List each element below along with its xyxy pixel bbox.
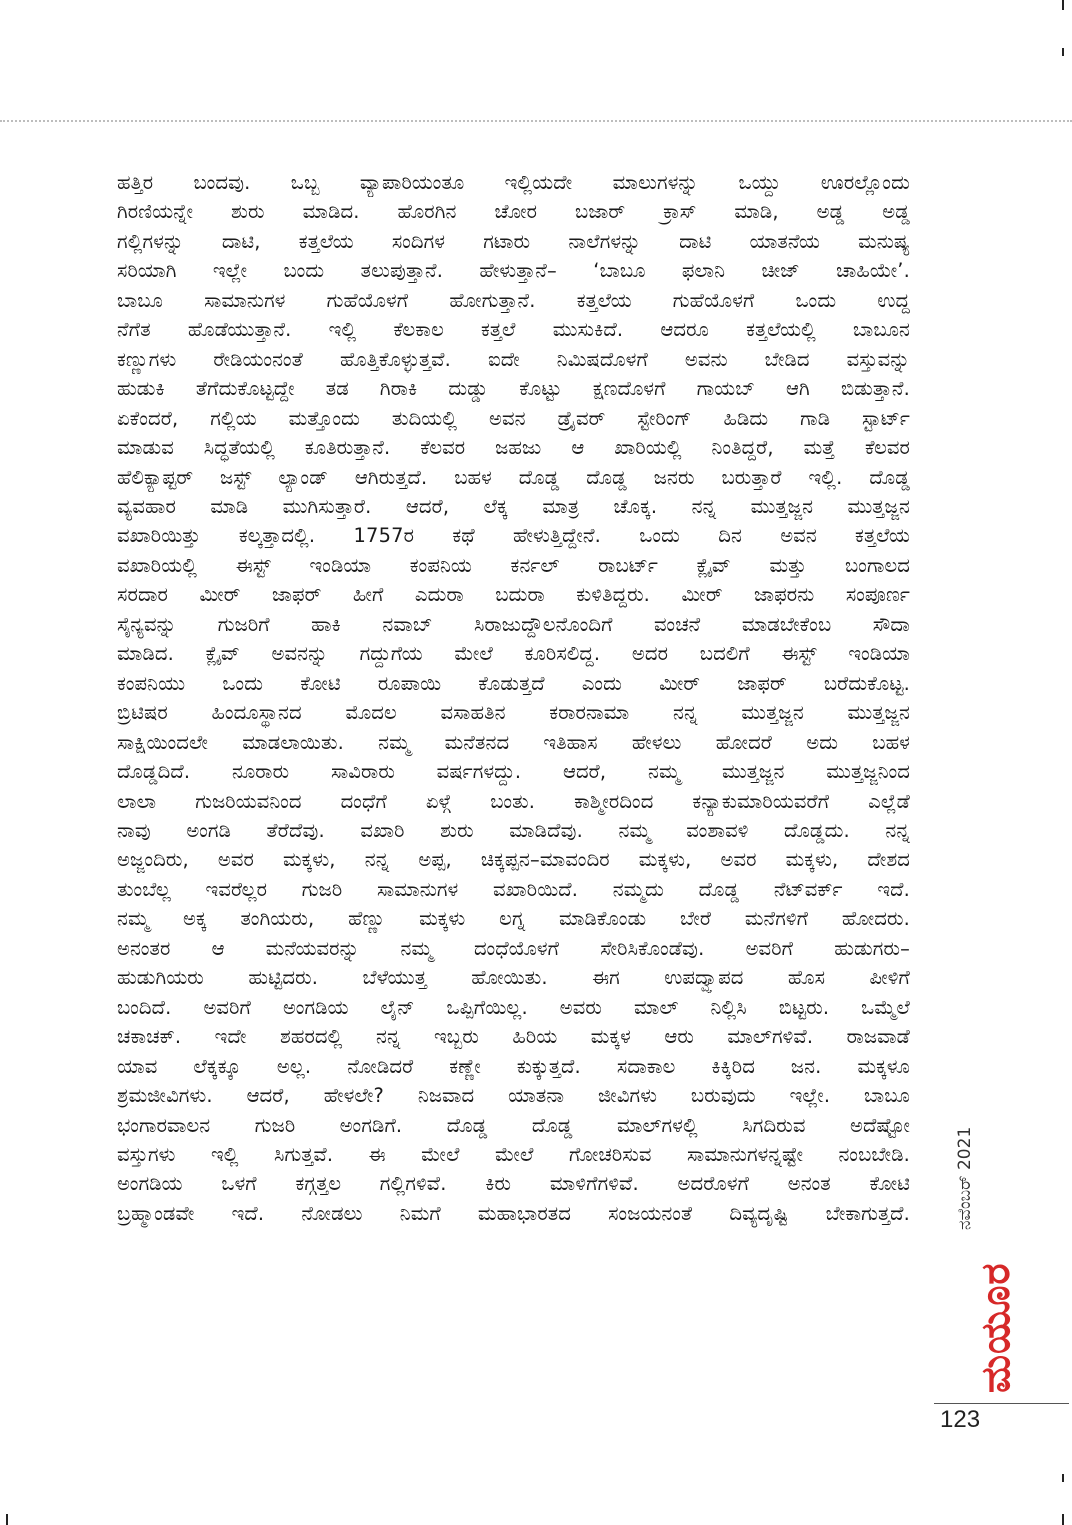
article-line: ಚಕಾಚಕ್. ಇದೇ ಶಹರದಲ್ಲಿ ನನ್ನ ಇಬ್ಬರು ಹಿರಿಯ ಮಕ್ಕಳ ಆರು ಮಾಲ್‌ಗಳಿವೆ. ರಾಜವಾಡೆ [117,1025,910,1049]
article-line: ಅಂಗಡಿಯ ಒಳಗೆ ಕಗ್ಗತ್ತಲ ಗಲ್ಲಿಗಳಿವೆ. ಕಿರು ಮಾಳಿಗೆಗಳಿವೆ. ಅದರೊಳಗೆ ಅನಂತ ಕೋಟಿ [117,1172,910,1196]
article-line: ತುಂಬೆಲ್ಲ ಇವರೆಲ್ಲರ ಗುಜರಿ ಸಾಮಾನುಗಳ ವಖಾರಿಯಿದೆ. ನಮ್ಮದು ದೊಡ್ಡ ನೆಟ್‌ವರ್ಕ್ ಇದೆ. [117,877,910,901]
crop-mark-bottom-right-tick [1062,1474,1064,1482]
article-line: ಬ್ರಹ್ಮಾಂಡವೇ ಇದೆ. ನೋಡಲು ನಿಮಗೆ ಮಹಾಭಾರತದ ಸಂಜಯನಂತೆ ದಿವ್ಯದೃಷ್ಟಿ ಬೇಕಾಗುತ್ತದೆ. [117,1201,910,1225]
crop-mark-top-right [1062,0,1064,10]
article-line: ಸರಿಯಾಗಿ ಇಲ್ಲೇ ಬಂದು ತಲುಪುತ್ತಾನೆ. ಹೇಳುತ್ತಾನೆ– ‘ಬಾಬೂ ಫಲಾನಿ ಚೀಜ್ ಚಾಹಿಯೇ’. [117,259,910,283]
crop-mark-bottom-right [1062,1514,1064,1525]
article-line: ಸೈನ್ಯವನ್ನು ಗುಜರಿಗೆ ಹಾಕಿ ನವಾಬ್ ಸಿರಾಜುದ್ದೌಲನೊಂದಿಗೆ ವಂಚನೆ ಮಾಡಬೇಕೆಂಬ ಸೌದಾ [117,612,910,636]
article-line: ಅಜ್ಜಂದಿರು, ಅವರ ಮಕ್ಕಳು, ನನ್ನ ಅಪ್ಪ, ಚಿಕ್ಕಪ್ಪನ–ಮಾವಂದಿರ ಮಕ್ಕಳು, ಅವರ ಮಕ್ಕಳು, ದೇಶದ [117,848,910,872]
article-line: ಕಂಪನಿಯು ಒಂದು ಕೋಟಿ ರೂಪಾಯಿ ಕೊಡುತ್ತದೆ ಎಂದು ಮೀರ್ ಜಾಫರ್ ಬರೆದುಕೊಟ್ಟ. [117,671,910,695]
article-line: ಕಣ್ಣುಗಳು ರೇಡಿಯಂನಂತೆ ಹೊತ್ತಿಕೊಳ್ಳುತ್ತವೆ. ಐದೇ ನಿಮಿಷದೊಳಗೆ ಅವನು ಬೇಡಿದ ವಸ್ತುವನ್ನು [117,347,910,371]
crop-mark-top-right-tick [1062,48,1064,56]
footer-rule [934,1403,1069,1404]
article-line: ಅನಂತರ ಆ ಮನೆಯವರನ್ನು ನಮ್ಮ ದಂಧೆಯೊಳಗೆ ಸೇರಿಸಿಕೊಂಡೆವು. ಅವರಿಗೆ ಹುಡುಗರು– [117,936,910,960]
crop-mark-bottom-left [6,1514,8,1525]
article-line: ಯಾವ ಲೆಕ್ಕಕ್ಕೂ ಅಲ್ಲ. ನೋಡಿದರೆ ಕಣ್ಣೇ ಕುಕ್ಕುತ್ತದೆ. ಸದಾಕಾಲ ಕಿಕ್ಕಿರಿದ ಜನ. ಮಕ್ಕಳೂ [117,1054,910,1078]
article-line: ಹೆಲಿಕ್ಯಾಪ್ಟರ್ ಜಸ್ಟ್ ಲ್ಯಾಂಡ್ ಆಗಿರುತ್ತದೆ. ಬಹಳ ದೊಡ್ಡ ದೊಡ್ಡ ಜನರು ಬರುತ್ತಾರೆ ಇಲ್ಲಿ. ದೊಡ್ಡ [117,465,910,489]
article-line: ನೆಗೆತ ಹೊಡೆಯುತ್ತಾನೆ. ಇಲ್ಲಿ ಕೆಲಕಾಲ ಕತ್ತಲೆ ಮುಸುಕಿದೆ. ಆದರೂ ಕತ್ತಲೆಯಲ್ಲಿ ಬಾಬೂನ [117,318,910,342]
article-line: ನಾವು ಅಂಗಡಿ ತೆರೆದೆವು. ವಖಾರಿ ಶುರು ಮಾಡಿದೆವು. ನಮ್ಮ ವಂಶಾವಳಿ ದೊಡ್ಡದು. ನನ್ನ [117,818,910,842]
article-line: ವಖಾರಿಯಲ್ಲಿ ಈಸ್ಟ್ ಇಂಡಿಯಾ ಕಂಪನಿಯ ಕರ್ನಲ್ ರಾಬರ್ಟ್ ಕ್ಲೈವ್ ಮತ್ತು ಬಂಗಾಲದ [117,553,910,577]
article-line: ಗಲ್ಲಿಗಳನ್ನು ದಾಟಿ, ಕತ್ತಲೆಯ ಸಂದಿಗಳ ಗಟಾರು ನಾಲೆಗಳನ್ನು ದಾಟಿ ಯಾತನೆಯ ಮನುಷ್ಯ [117,229,910,253]
article-line: ಹುಡುಗಿಯರು ಹುಟ್ಟಿದರು. ಬೆಳೆಯುತ್ತ ಹೋಯಿತು. ಈಗ ಉಪದ್ವ್ಯಾಪದ ಹೊಸ ಪೀಳಿಗೆ [117,966,910,990]
article-line: ಮಾಡಿದ. ಕ್ಲೈವ್ ಅವನನ್ನು ಗದ್ದುಗೆಯ ಮೇಲೆ ಕೂರಿಸಲಿದ್ದ. ಅದರ ಬದಲಿಗೆ ಈಸ್ಟ್ ಇಂಡಿಯಾ [117,642,910,666]
article-line: ಬಾಬೂ ಸಾಮಾನುಗಳ ಗುಹೆಯೊಳಗೆ ಹೋಗುತ್ತಾನೆ. ಕತ್ತಲೆಯ ಗುಹೆಯೊಳಗೆ ಒಂದು ಉದ್ದ [117,288,910,312]
article-line: ಶ್ರಮಜೀವಿಗಳು. ಆದರೆ, ಹೇಳಲೇ? ನಿಜವಾದ ಯಾತನಾ ಜೀವಿಗಳು ಬರುವುದು ಇಲ್ಲೇ. ಬಾಬೂ [117,1084,910,1108]
header-dotted-rule [0,120,1072,122]
article-line: ಬ್ರಿಟಿಷರ ಹಿಂದೂಸ್ಥಾನದ ಮೊದಲ ವಸಾಹತಿನ ಕರಾರನಾಮಾ ನನ್ನ ಮುತ್ತಜ್ಜನ ಮುತ್ತಜ್ಜನ [117,701,910,725]
issue-date: ನವೆಂಬರ್ 2021 [955,1126,975,1230]
page-number: 123 [940,1406,981,1433]
article-line: ಮಾಡುವ ಸಿದ್ಧತೆಯಲ್ಲಿ ಕೂತಿರುತ್ತಾನೆ. ಕೆಲವರ ಜಹಜು ಆ ಖಾರಿಯಲ್ಲಿ ನಿಂತಿದ್ದರೆ, ಮತ್ತೆ ಕೆಲವರ [117,436,910,460]
article-body [117,168,910,1228]
article-line: ಬಂದಿದೆ. ಅವರಿಗೆ ಅಂಗಡಿಯ ಲೈನ್ ಒಪ್ಪಿಗೆಯಿಲ್ಲ. ಅವರು ಮಾಲ್ ನಿಲ್ಲಿಸಿ ಬಿಟ್ಟರು. ಒಮ್ಮೆಲೆ [117,995,910,1019]
article-line: ಹತ್ತಿರ ಬಂದವು. ಒಬ್ಬ ವ್ಯಾಪಾರಿಯಂತೂ ಇಲ್ಲಿಯದೇ ಮಾಲುಗಳನ್ನು ಒಯ್ದು ಊರಲ್ಲೊಂದು [117,171,910,194]
article-line: ಹುಡುಕಿ ತೆಗೆದುಕೊಟ್ಟದ್ದೇ ತಡ ಗಿರಾಕಿ ದುಡ್ಡು ಕೊಟ್ಟು ಕ್ಷಣದೊಳಗೆ ಗಾಯಬ್ ಆಗಿ ಬಿಡುತ್ತಾನೆ. [117,377,910,401]
article-line: ಭಂಗಾರವಾಲನ ಗುಜರಿ ಅಂಗಡಿಗೆ. ದೊಡ್ಡ ದೊಡ್ಡ ಮಾಲ್‌ಗಳಲ್ಲಿ ಸಿಗದಿರುವ ಅದೆಷ್ಟೋ [117,1113,910,1137]
article-line: ವಸ್ತುಗಳು ಇಲ್ಲಿ ಸಿಗುತ್ತವೆ. ಈ ಮೇಲೆ ಮೇಲೆ ಗೋಚರಿಸುವ ಸಾಮಾನುಗಳನ್ನಷ್ಟೇ ನಂಬಬೇಡಿ. [117,1142,910,1166]
article-line: ದೊಡ್ಡದಿದೆ. ನೂರಾರು ಸಾವಿರಾರು ವರ್ಷಗಳದ್ದು. ಆದರೆ, ನಮ್ಮ ಮುತ್ತಜ್ಜನ ಮುತ್ತಜ್ಜನಿಂದ [117,760,910,784]
article-line: ಸಾಕ್ಷಿಯಿಂದಲೇ ಮಾಡಲಾಯಿತು. ನಮ್ಮ ಮನೆತನದ ಇತಿಹಾಸ ಹೇಳಲು ಹೋದರೆ ಅದು ಬಹಳ [117,730,910,754]
article-line: ಗಿರಣಿಯನ್ನೇ ಶುರು ಮಾಡಿದ. ಹೊರಗಿನ ಚೋರ ಬಜಾರ್ ಕ್ರಾಸ್ ಮಾಡಿ, ಅಡ್ಡ ಅಡ್ಡ [117,200,910,224]
article-line: ವಖಾರಿಯಿತ್ತು ಕಲ್ಕತ್ತಾದಲ್ಲಿ. 1757ರ ಕಥೆ ಹೇಳುತ್ತಿದ್ದೇನೆ. ಒಂದು ದಿನ ಅವನ ಕತ್ತಲೆಯ [117,524,910,548]
article-line: ಲಾಲಾ ಗುಜರಿಯವನಿಂದ ದಂಧೆಗೆ ಏಳ್ಗೆ ಬಂತು. ಕಾಶ್ಮೀರದಿಂದ ಕನ್ಯಾಕುಮಾರಿಯವರೆಗೆ ಎಲ್ಲೆಡೆ [117,789,910,813]
article-line: ವ್ಯವಹಾರ ಮಾಡಿ ಮುಗಿಸುತ್ತಾರೆ. ಆದರೆ, ಲೆಕ್ಕ ಮಾತ್ರ ಚೊಕ್ಕ. ನನ್ನ ಮುತ್ತಜ್ಜನ ಮುತ್ತಜ್ಜನ [117,494,910,518]
article-line: ಏಕೆಂದರೆ, ಗಲ್ಲಿಯ ಮತ್ತೊಂದು ತುದಿಯಲ್ಲಿ ಅವನ ಡ್ರೈವರ್ ಸ್ಟೇರಿಂಗ್ ಹಿಡಿದು ಗಾಡಿ ಸ್ಟಾರ್ಟ್ [117,406,910,430]
article-line: ಸರದಾರ ಮೀರ್ ಜಾಫರ್ ಹೀಗೆ ಎದುರಾ ಬದುರಾ ಕುಳಿತಿದ್ದರು. ಮೀರ್ ಜಾಫರನು ಸಂಪೂರ್ಣ [117,583,910,607]
article-line: ನಮ್ಮ ಅಕ್ಕ ತಂಗಿಯರು, ಹೆಣ್ಣು ಮಕ್ಕಳು ಲಗ್ನ ಮಾಡಿಕೊಂಡು ಬೇರೆ ಮನೆಗಳಿಗೆ ಹೋದರು. [117,907,910,931]
magazine-logo: ಮಯೂರ [973,1262,1019,1393]
